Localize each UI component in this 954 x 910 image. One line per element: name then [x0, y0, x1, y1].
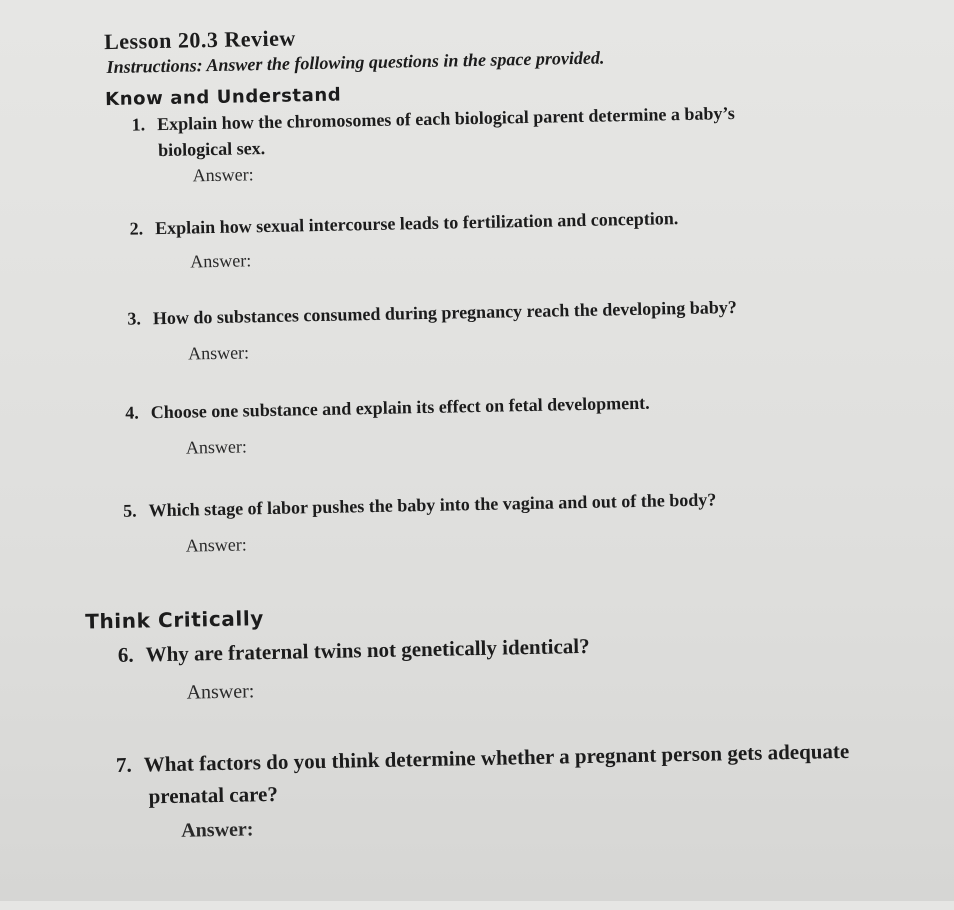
question-6-number: 6.	[117, 642, 134, 667]
question-1-text-continued: biological sex.	[157, 138, 266, 161]
question-5-text: Which stage of labor pushes the baby into the vagina and out of the body?	[148, 489, 717, 521]
question-1-number: 1.	[131, 114, 146, 135]
answer-label-1: Answer:	[192, 164, 254, 186]
answer-label-4: Answer:	[185, 436, 248, 458]
question-3-number: 3.	[127, 308, 142, 329]
question-4	[125, 393, 650, 424]
question-2-text: Explain how sexual intercourse leads to fertilization and conception.	[154, 208, 679, 239]
answer-label-3: Answer:	[187, 342, 250, 364]
question-6	[118, 634, 590, 668]
question-3	[127, 297, 737, 330]
question-5	[123, 489, 717, 521]
question-3-text: How do substances consumed during pregnancy reach the developing baby?	[152, 296, 737, 329]
question-2	[129, 208, 678, 240]
lesson-title: Lesson 20.3 Review	[103, 25, 297, 55]
question-4-number: 4.	[125, 402, 139, 423]
question-1	[131, 103, 734, 136]
answer-label-5: Answer:	[185, 534, 247, 556]
instructions: Instructions: Answer the following questions in the space provided.	[106, 47, 605, 78]
question-7-number: 7.	[115, 752, 132, 777]
question-1-text: Explain how the chromosomes of each biological parent determine a baby’s	[156, 102, 735, 135]
question-7-text: What factors do you think determine whether a pregnant person gets adequate	[143, 738, 850, 777]
question-7-text-continued: prenatal care?	[148, 781, 279, 809]
answer-label-7: Answer:	[181, 818, 254, 842]
section-know-and-understand: Know and Understand	[104, 84, 342, 111]
question-7	[116, 739, 850, 778]
section-think-critically: Think Critically	[84, 606, 265, 634]
question-5-number: 5.	[122, 500, 137, 521]
answer-label-2: Answer:	[190, 250, 252, 272]
question-2-number: 2.	[129, 218, 144, 239]
question-4-text: Choose one substance and explain its effect on fetal development.	[150, 392, 650, 423]
question-6-text: Why are fraternal twins not genetically identical?	[145, 633, 590, 667]
answer-label-6: Answer:	[186, 680, 255, 704]
